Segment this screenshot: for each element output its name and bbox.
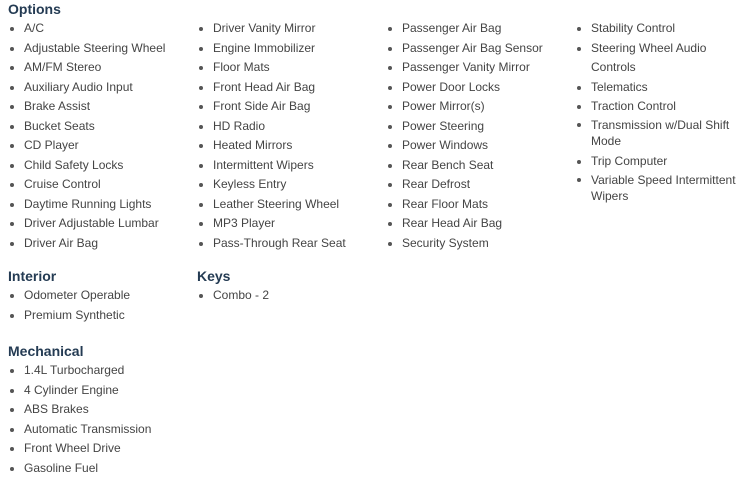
list-item: Heated Mirrors	[198, 136, 383, 156]
mechanical-section	[8, 342, 83, 360]
list-item: Intermittent Wipers	[198, 156, 383, 176]
list-item: Security System	[387, 234, 572, 254]
list-item: 1.4L Turbocharged	[9, 361, 194, 381]
list-item: Adjustable Steering Wheel	[9, 39, 194, 59]
list-item: Telematics	[576, 78, 748, 98]
list-item: Power Windows	[387, 136, 572, 156]
list-item: Pass-Through Rear Seat	[198, 234, 383, 254]
keys-section	[197, 267, 230, 285]
list-item: Rear Defrost	[387, 175, 572, 195]
list-item: Power Steering	[387, 117, 572, 137]
list-item: 4 Cylinder Engine	[9, 381, 194, 401]
list-item: MP3 Player	[198, 214, 383, 234]
list-item: Front Side Air Bag	[198, 97, 383, 117]
list-item: Passenger Air Bag	[387, 19, 572, 39]
list-item: Gasoline Fuel	[9, 459, 194, 479]
list-item: Passenger Vanity Mirror	[387, 58, 572, 78]
list-item: Bucket Seats	[9, 117, 194, 137]
list-item: Brake Assist	[9, 97, 194, 117]
list-item: Stability Control	[576, 19, 748, 39]
list-item: Premium Synthetic	[9, 306, 194, 326]
interior-list	[9, 286, 194, 325]
list-item: CD Player	[9, 136, 194, 156]
list-item: Daytime Running Lights	[9, 195, 194, 215]
list-item: Variable Speed Intermittent Wipers	[576, 172, 748, 204]
list-item: Rear Bench Seat	[387, 156, 572, 176]
list-item: Rear Head Air Bag	[387, 214, 572, 234]
list-item: Trip Computer	[576, 152, 748, 172]
list-item: Power Door Locks	[387, 78, 572, 98]
list-item: HD Radio	[198, 117, 383, 137]
list-item: Front Head Air Bag	[198, 78, 383, 98]
options-section	[8, 0, 61, 18]
list-item: Front Wheel Drive	[9, 439, 194, 459]
list-item: Floor Mats	[198, 58, 383, 78]
list-item: Transmission w/Dual Shift Mode	[576, 117, 748, 149]
keys-title: Keys	[197, 268, 231, 284]
list-item: Auxiliary Audio Input	[9, 78, 194, 98]
options-column-4	[576, 19, 748, 207]
options-column-1	[9, 19, 194, 253]
list-item: Steering Wheel Audio Controls	[576, 39, 748, 78]
options-column-2	[198, 19, 383, 253]
options-title: Options	[8, 1, 61, 17]
list-item: Combo - 2	[198, 286, 383, 306]
list-item: Keyless Entry	[198, 175, 383, 195]
list-item: Driver Air Bag	[9, 234, 194, 254]
mechanical-title: Mechanical	[8, 343, 84, 359]
list-item: Traction Control	[576, 97, 748, 117]
list-item: Automatic Transmission	[9, 420, 194, 440]
list-item: Cruise Control	[9, 175, 194, 195]
list-item: Driver Adjustable Lumbar	[9, 214, 194, 234]
list-item: Power Mirror(s)	[387, 97, 572, 117]
list-item: Odometer Operable	[9, 286, 194, 306]
list-item: Passenger Air Bag Sensor	[387, 39, 572, 59]
list-item: Engine Immobilizer	[198, 39, 383, 59]
list-item: A/C	[9, 19, 194, 39]
mechanical-list	[9, 361, 194, 478]
list-item: Rear Floor Mats	[387, 195, 572, 215]
list-item: ABS Brakes	[9, 400, 194, 420]
list-item: AM/FM Stereo	[9, 58, 194, 78]
interior-title: Interior	[8, 268, 57, 284]
keys-list	[198, 286, 383, 306]
list-item: Driver Vanity Mirror	[198, 19, 383, 39]
options-column-3	[387, 19, 572, 253]
interior-section	[8, 267, 56, 285]
list-item: Child Safety Locks	[9, 156, 194, 176]
list-item: Leather Steering Wheel	[198, 195, 383, 215]
